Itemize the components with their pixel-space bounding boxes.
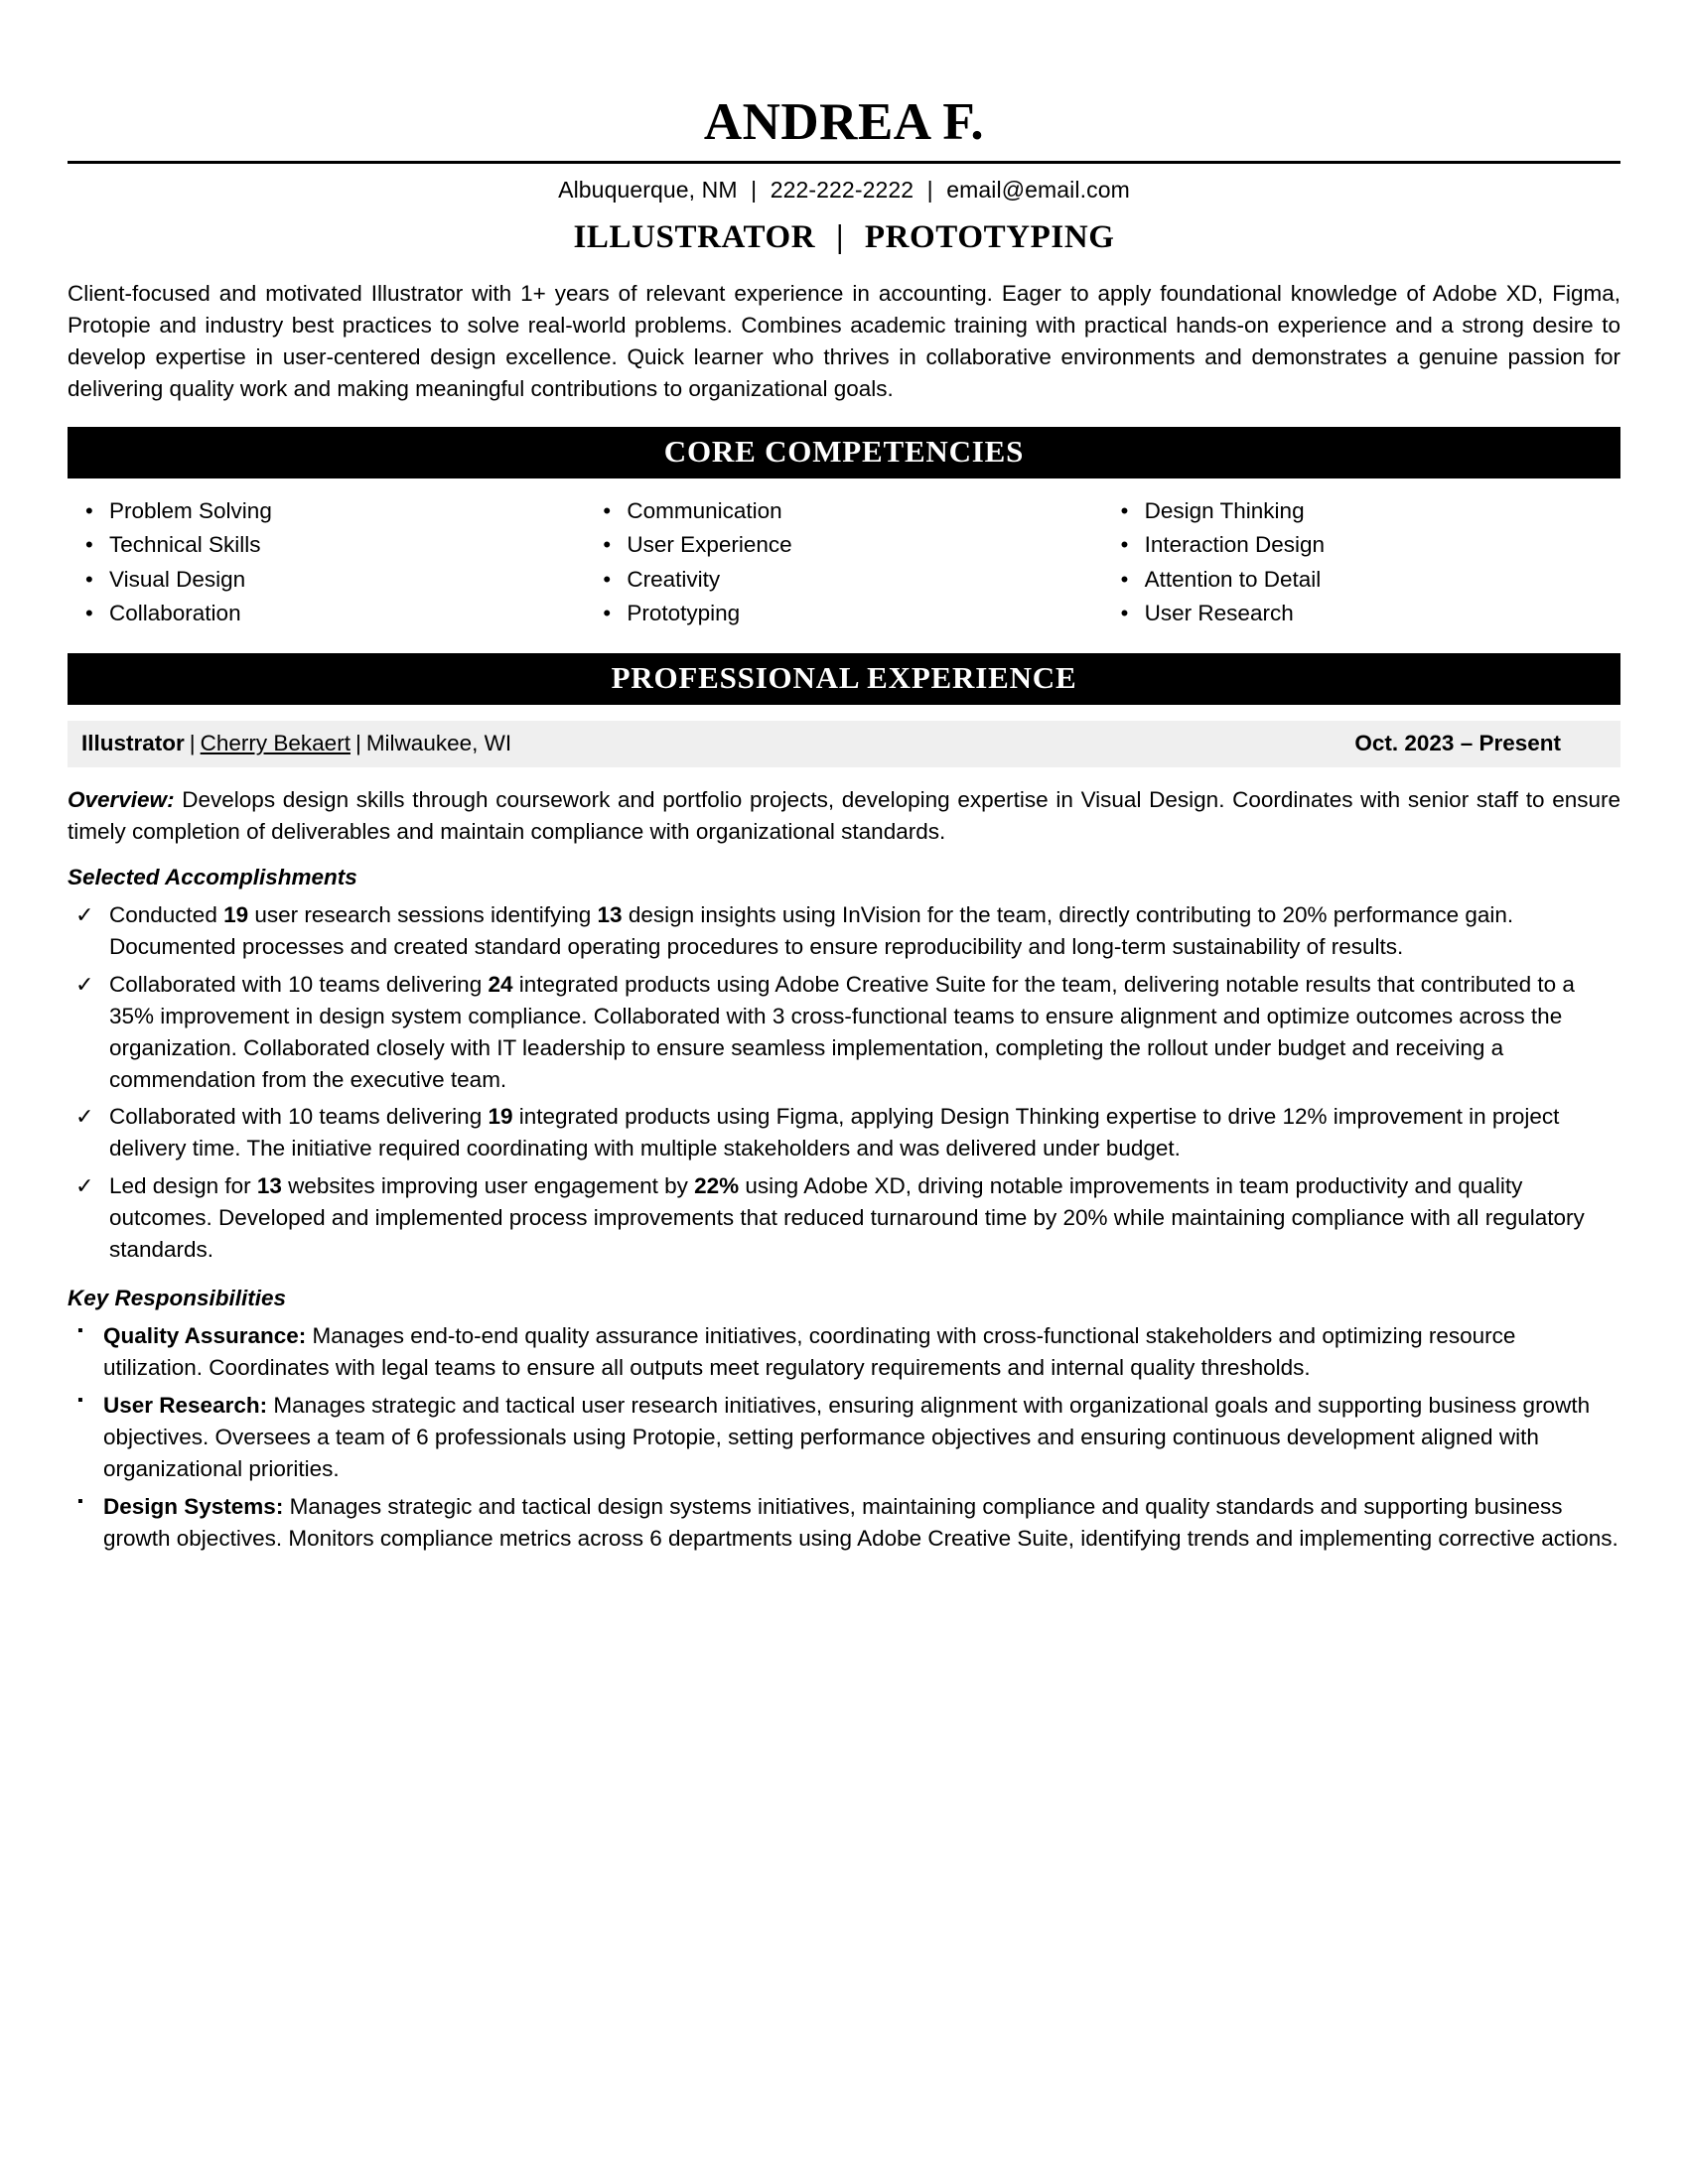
competency-label: Creativity xyxy=(627,566,721,592)
accomplishment-item xyxy=(68,1098,1620,1167)
competency-column-3 xyxy=(1103,494,1620,631)
responsibilities-list xyxy=(68,1313,1620,1558)
job-entry-header xyxy=(68,721,1620,767)
competency-item xyxy=(1103,597,1620,631)
bullet-dot-icon: • xyxy=(1120,532,1129,558)
competency-item xyxy=(1103,563,1620,598)
accomplishment-text: Collaborated with 10 teams delivering 19 integrated products using Figma, applying Design Thinking expertise to drive 12% improvement in project delivery time. The initiative required coordinating with multiple stakeholders and was delivered under budget. xyxy=(109,1104,1560,1161)
responsibility-text xyxy=(103,1390,1620,1485)
accomplishment-item xyxy=(68,896,1620,966)
professional-headline xyxy=(68,204,1620,256)
competency-item xyxy=(68,494,585,529)
square-bullet-icon: ▪ xyxy=(77,1322,83,1340)
competency-item xyxy=(68,597,585,631)
job-dates: Oct. 2023 – Present xyxy=(1354,730,1561,755)
headline-role-secondary: PROTOTYPING xyxy=(864,219,1115,256)
job-title: Illustrator xyxy=(81,730,185,755)
competency-label: Prototyping xyxy=(627,601,741,626)
accomplishment-item xyxy=(68,1167,1620,1269)
bullet-dot-icon: • xyxy=(603,601,612,626)
competency-item xyxy=(585,597,1102,631)
competency-label: Collaboration xyxy=(109,601,241,626)
job-location: Milwaukee, WI xyxy=(365,730,512,755)
selected-accomplishments-heading: Selected Accomplishments xyxy=(68,864,357,889)
responsibility-item xyxy=(68,1387,1620,1488)
contact-separator-1: | xyxy=(751,176,758,203)
responsibility-item xyxy=(68,1488,1620,1558)
section-header-core-competencies: CORE COMPETENCIES xyxy=(68,427,1620,478)
resume-header xyxy=(68,0,1620,256)
responsibility-text xyxy=(103,1320,1620,1384)
competency-item xyxy=(585,494,1102,529)
job-separator-2: | xyxy=(354,730,361,755)
competency-label: Attention to Detail xyxy=(1144,566,1322,592)
job-company: Cherry Bekaert xyxy=(200,730,351,755)
core-competencies-grid xyxy=(68,478,1620,631)
bullet-dot-icon: • xyxy=(1120,497,1129,523)
competency-column-1 xyxy=(68,494,585,631)
bullet-dot-icon: • xyxy=(85,566,93,592)
accomplishment-text: Led design for 13 websites improving user engagement by 22% using Adobe XD, driving notable improvements in team productivity and quality outcomes. Developed and implemented process improvements that reduced turnaround time by 20% while maintaining compliance with all regulatory standards. xyxy=(109,1173,1585,1263)
responsibility-body: Manages strategic and tactical design systems initiatives, maintaining compliance and quality standards and supporting business growth objectives. Monitors compliance metrics across 6 departments using Adobe Creative Suite, identifying trends and implementing corrective actions. xyxy=(103,1493,1618,1551)
competency-label: Technical Skills xyxy=(109,532,261,558)
square-bullet-icon: ▪ xyxy=(77,1492,83,1510)
contact-phone[interactable]: 222-222-2222 xyxy=(770,176,914,203)
job-separator-1: | xyxy=(189,730,196,755)
competency-item xyxy=(1103,494,1620,529)
competency-label: Visual Design xyxy=(109,566,246,592)
key-responsibilities-heading: Key Responsibilities xyxy=(68,1286,287,1311)
competency-item xyxy=(68,563,585,598)
contact-location: Albuquerque, NM xyxy=(558,176,738,203)
competency-column-2 xyxy=(585,494,1102,631)
responsibility-body: Manages strategic and tactical user research initiatives, ensuring alignment with organizational goals and supporting business growth objectives. Oversees a team of 6 professionals using Protopie, setting performance objectives and ensuring continuous development aligned with organizational priorities. xyxy=(103,1393,1591,1481)
competency-label: User Experience xyxy=(627,532,792,558)
headline-separator: | xyxy=(836,219,844,256)
accomplishment-text: Conducted 19 user research sessions identifying 13 design insights using InVision for the team, directly contributing to 20% performance gain. Documented processes and created standard operating procedures to ensure reproducibility and long-term sustainability of results. xyxy=(109,901,1514,959)
competency-label: Problem Solving xyxy=(109,497,272,523)
contact-line xyxy=(68,164,1620,205)
competency-item xyxy=(585,528,1102,563)
headline-role-primary: ILLUSTRATOR xyxy=(573,219,816,256)
competency-item xyxy=(585,563,1102,598)
job-overview xyxy=(68,767,1620,848)
bullet-dot-icon: • xyxy=(1120,566,1129,592)
bullet-dot-icon: • xyxy=(603,532,612,558)
check-icon: ✓ xyxy=(75,1173,94,1199)
bullet-dot-icon: • xyxy=(1120,601,1129,626)
bullet-dot-icon: • xyxy=(85,601,93,626)
responsibility-label: Quality Assurance: xyxy=(103,1323,307,1349)
section-header-professional-experience: PROFESSIONAL EXPERIENCE xyxy=(68,653,1620,705)
responsibility-text xyxy=(103,1491,1620,1555)
bullet-dot-icon: • xyxy=(603,497,612,523)
check-icon: ✓ xyxy=(75,1104,94,1130)
competency-item xyxy=(68,528,585,563)
check-icon: ✓ xyxy=(75,901,94,927)
overview-label: Overview: xyxy=(68,786,175,812)
responsibility-label: Design Systems: xyxy=(103,1493,284,1519)
responsibility-item xyxy=(68,1317,1620,1387)
competency-label: Design Thinking xyxy=(1144,497,1305,523)
accomplishments-list xyxy=(68,892,1620,1269)
bullet-dot-icon: • xyxy=(603,566,612,592)
bullet-dot-icon: • xyxy=(85,532,93,558)
responsibility-body: Manages end-to-end quality assurance initiatives, coordinating with cross-functional stakeholders and optimizing resource utilization. Coordinates with legal teams to ensure all outputs meet regulatory requirements and internal quality thresholds. xyxy=(103,1323,1516,1381)
contact-email[interactable]: email@email.com xyxy=(946,176,1130,203)
job-identity xyxy=(81,731,511,756)
competency-label: Communication xyxy=(627,497,782,523)
competency-item xyxy=(1103,528,1620,563)
accomplishment-text: Collaborated with 10 teams delivering 24 integrated products using Adobe Creative Suite for the team, delivering notable results that contributed to a 35% improvement in design system compliance. Collaborated with 3 cross-functional teams to ensure alignment and optimize outcomes across the organization. Collaborated closely with IT leadership to ensure seamless implementation, completing the rollout under budget and receiving a commendation from the executive team. xyxy=(109,971,1575,1092)
check-icon: ✓ xyxy=(75,971,94,997)
competency-label: Interaction Design xyxy=(1144,532,1326,558)
bullet-dot-icon: • xyxy=(85,497,93,523)
contact-separator-2: | xyxy=(926,176,933,203)
overview-text: Develops design skills through coursework and portfolio projects, developing expertise in Visual Design. Coordinates with senior staff to ensure timely completion of deliverables and maintain compliance with organizational standards. xyxy=(68,786,1620,844)
candidate-name: ANDREA F. xyxy=(68,95,1620,164)
accomplishment-item xyxy=(68,966,1620,1099)
responsibility-label: User Research: xyxy=(103,1393,268,1419)
square-bullet-icon: ▪ xyxy=(77,1392,83,1410)
competency-label: User Research xyxy=(1144,601,1294,626)
professional-summary: Client-focused and motivated Illustrator with 1+ years of relevant experience in accounting. Eager to apply foundational knowledge of Adobe XD, Figma, Protopie and industry best practices to solve real-world problems. Combines academic training with practical hands-on experience and a strong desire to develop expertise in user-centered design excellence. Quick learner who thrives in collaborative environments and demonstrates a genuine passion for delivering quality work and making meaningful contributions to organizational goals. xyxy=(68,281,1620,402)
